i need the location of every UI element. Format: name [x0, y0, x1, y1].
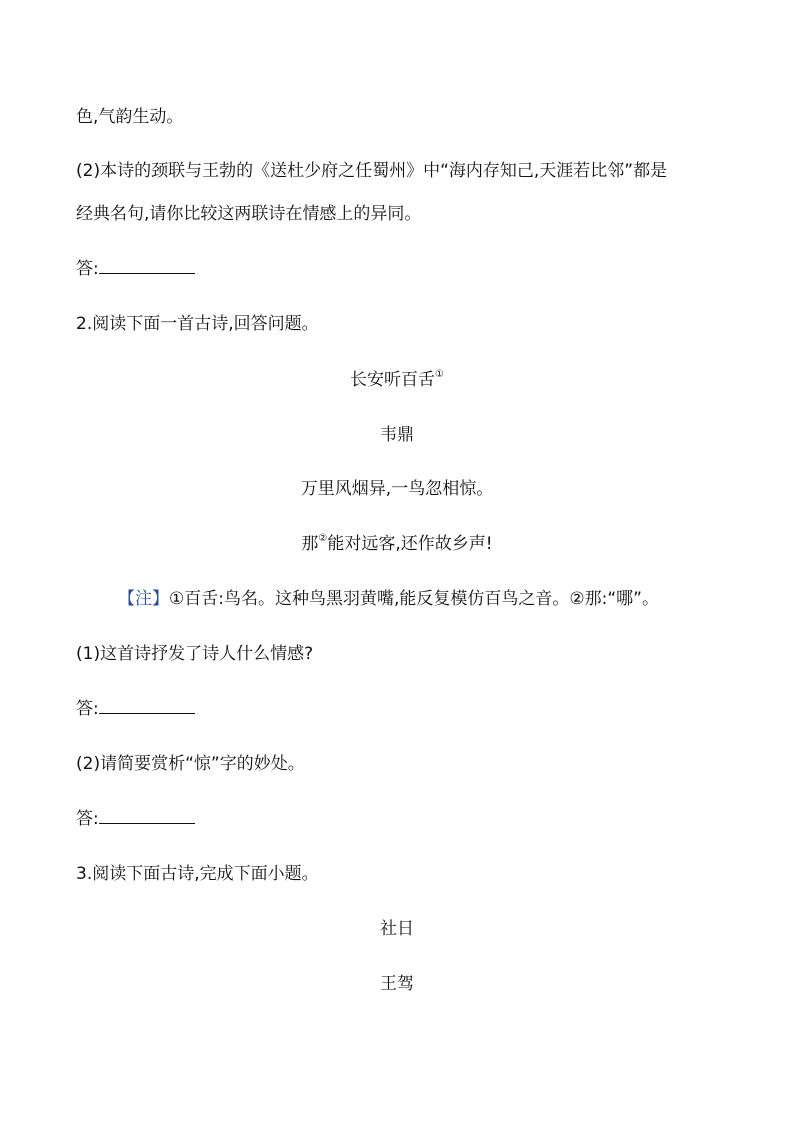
footnote-mark: ① [435, 369, 444, 380]
note-tag: 【注】 [118, 589, 169, 609]
question-2-heading: 2.阅读下面一首古诗,回答问题。 [76, 314, 319, 334]
answer-label: 答: [76, 259, 99, 279]
answer-line [76, 698, 195, 720]
answer-label: 答: [76, 809, 99, 829]
poem-author: 韦鼎 [380, 425, 414, 445]
poem-title-text: 长安听百舌 [350, 370, 436, 390]
answer-line [76, 808, 195, 830]
answer-blank[interactable] [99, 258, 195, 274]
answer-blank[interactable] [99, 698, 195, 714]
question-2-2b: (2)请简要赏析“惊”字的妙处。 [76, 754, 305, 774]
poem-line [0, 533, 794, 555]
poem-line-part: 能对远客,还作故乡声! [327, 534, 493, 554]
footnote-mark: ② [318, 533, 328, 544]
answer-line [76, 258, 195, 280]
question-3-heading: 3.阅读下面古诗,完成下面小题。 [76, 864, 319, 884]
poem-line-part: 那 [301, 534, 319, 554]
poem-title [0, 369, 794, 391]
question-2-1: (1)这首诗抒发了诗人什么情感? [76, 644, 314, 664]
poem-title: 社日 [380, 919, 414, 939]
note [118, 588, 659, 610]
poem-author: 王驾 [380, 974, 414, 994]
question-2-2-cont: 经典名句,请你比较这两联诗在情感上的异同。 [76, 204, 422, 224]
answer-label: 答: [76, 699, 99, 719]
poem-line: 万里风烟异,一鸟忽相惊。 [300, 479, 494, 499]
text-line: 色,气韵生动。 [76, 107, 184, 127]
answer-blank[interactable] [99, 808, 195, 824]
note-text: ①百舌:鸟名。这种鸟黑羽黄嘴,能反复模仿百鸟之音。②那:“哪”。 [169, 589, 659, 609]
question-2-2: (2)本诗的颈联与王勃的《送杜少府之任蜀州》中“海内存知己,天涯若比邻”都是 [76, 161, 668, 181]
